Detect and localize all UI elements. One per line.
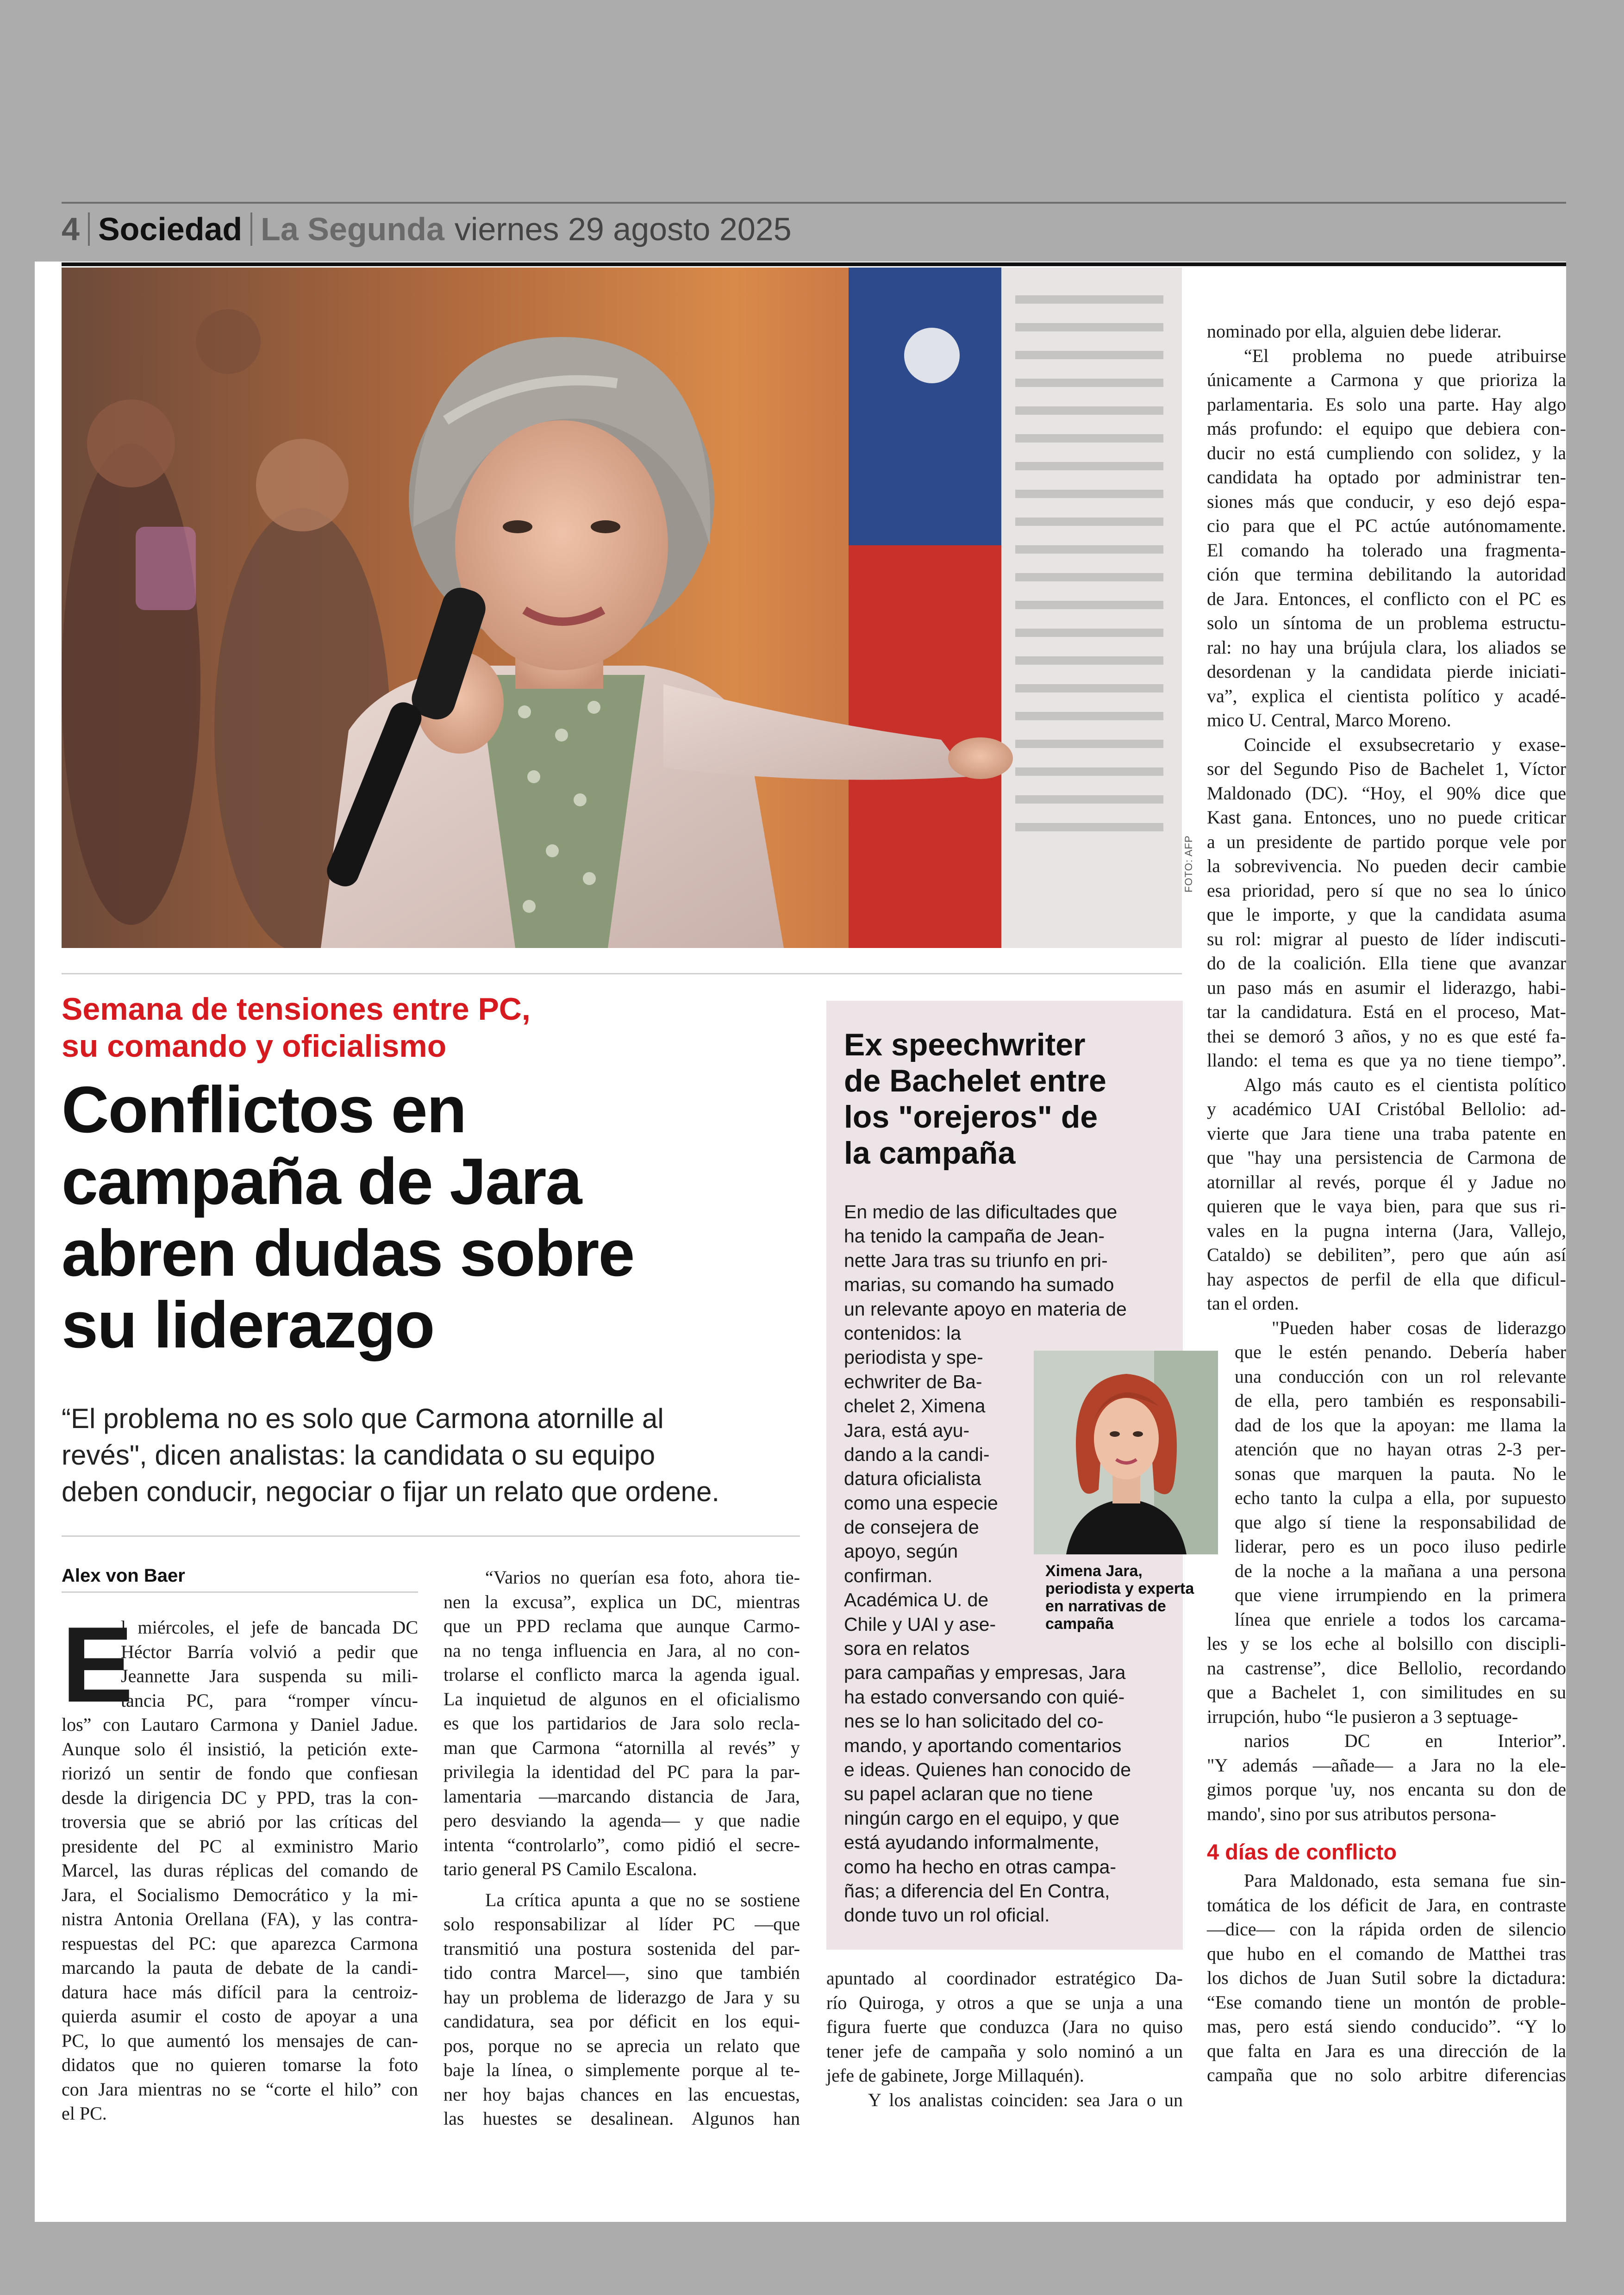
body-line: los” con Lautaro Carmona y Daniel Jadue. [62, 1714, 418, 1735]
body-line: la sobrevivencia. No pueden decir cambie [1207, 855, 1566, 876]
body-line: candidata ha optado por administrar ten- [1207, 467, 1566, 487]
body-line: campaña que no solo arbitre diferencias [1207, 2064, 1566, 2085]
body-line: Kast gana. Entonces, uno no puede criticar [1207, 807, 1566, 828]
sidebar-line: Académica U. de [844, 1589, 989, 1611]
body-line: les y se los eche al bolsillo con discipli- [1207, 1633, 1566, 1654]
body-line: privilegia la identidad del PC para la par- [443, 1761, 800, 1782]
body-line: atención que no hayan otras 2-3 per- [1235, 1439, 1566, 1459]
body-line: tan el orden. [1207, 1293, 1299, 1314]
body-line: que le importe, y que la candidata asuma [1207, 904, 1566, 925]
body-line: didatos que no quieren tomarse la foto [62, 2054, 418, 2075]
body-line: La crítica apunta a que no se sostiene [485, 1889, 800, 1910]
body-line: un paso más en asumir el liderazgo, habi- [1207, 977, 1566, 998]
header-rule [62, 202, 1566, 204]
sidebar-line: apoyo, según [844, 1540, 958, 1562]
body-line: trolarse el conflicto marca la agenda igual. [443, 1664, 800, 1685]
kicker-line: su comando y oficialismo [62, 1029, 447, 1064]
body-line: apuntado al coordinador estratégico Da- [826, 1968, 1183, 1989]
body-line: narios DC en Interior”. [1244, 1730, 1566, 1751]
sidebar-line: Chile y UAI y ase- [844, 1613, 996, 1635]
title-line: campaña de Jara [62, 1145, 581, 1218]
body-line: gimos porque 'uy, nos encanta su don de [1207, 1779, 1566, 1800]
byline-rule [62, 1591, 418, 1593]
body-line: "Y además —añade— a Jara no la ele- [1207, 1754, 1566, 1776]
body-column-2 [443, 1565, 800, 2131]
body-line: intenta “controlarlo”, como pidió el secre- [443, 1834, 800, 1855]
body-line: las huestes se desalinean. Algunos han [443, 2108, 800, 2129]
main-photo [62, 268, 1182, 948]
body-line: Coincide el exsubsecretario y exase- [1244, 734, 1566, 755]
body-column-3 [826, 1966, 1183, 2112]
sidebar-line: echwriter de Ba- [844, 1371, 982, 1392]
body-line: cio para que el PC actúe autónomamente. [1207, 515, 1566, 536]
sidebar-line: un relevante apoyo en materia de [844, 1298, 1127, 1320]
sidebar-line: contenidos: la [844, 1322, 962, 1344]
sidebar-line: nes se lo han solicitado del co- [844, 1710, 1104, 1732]
body-line: PC, lo que aumentó los mensajes de can- [62, 2030, 418, 2051]
body-line: vales en la pugna interna (Jara, Vallejo, [1207, 1220, 1566, 1241]
body-line: el PC. [62, 2103, 107, 2124]
portrait-caption [1045, 1562, 1221, 1633]
body-line: Aunque solo él insistió, la petición exte- [62, 1738, 418, 1759]
body-line: candidatura, sea por déficit en los equi- [443, 2011, 800, 2032]
body-line: marcando la pauta de debate de la candi- [62, 1957, 418, 1978]
body-line: una conducción con un rol relevante [1235, 1366, 1566, 1387]
body-line: transmitió una postura sostenida del par- [443, 1938, 800, 1959]
body-line: llando: el tema es que ya no tiene tiempo”. [1207, 1050, 1566, 1071]
sidebar-line: datura oficialista [844, 1468, 981, 1490]
body-line: —dice— con la rápida orden de silencio [1207, 1919, 1566, 1940]
sidebar-line: donde tuvo un rol oficial. [844, 1904, 1050, 1926]
body-line: desde la dirigencia DC y PPD, tras la con- [62, 1787, 418, 1808]
caption-line: Ximena Jara, [1045, 1562, 1143, 1580]
sidebar-line: chelet 2, Ximena [844, 1395, 986, 1417]
body-line: va”, explica el cientista político y acadé- [1207, 685, 1566, 706]
body-line: solo responsabilizar al líder PC —que [443, 1914, 800, 1934]
body-line: tomática de los déficit de Jara, en contraste [1207, 1894, 1566, 1915]
body-line: Y los analistas coinciden: sea Jara o un [868, 2089, 1183, 2110]
body-line: hay aspectos de perfil de ella que dificul- [1207, 1268, 1566, 1290]
sidebar-line: dando a la candi- [844, 1443, 990, 1465]
body-line: río Quiroga, y otros a que se unja a una [826, 1992, 1183, 2013]
sidebar-line: de consejera de [844, 1516, 979, 1538]
body-line: Maldonado (DC). “Hoy, el 90% dice que [1207, 782, 1566, 804]
body-line: tido contra Marcel—, sino que también [443, 1962, 800, 1983]
body-line: irrupción, hubo “le pusieron a 3 septuage- [1207, 1706, 1518, 1727]
body-line: que algo sí tiene la responsabilidad de [1235, 1511, 1566, 1533]
body-line: quierda asumir el costo de apoyar a una [62, 2006, 418, 2027]
photo-rule [62, 973, 1182, 974]
body-line: dad de los que la apoyan: me llama la [1235, 1414, 1566, 1435]
body-line: que a Bachelet 1, con similitudes en su [1207, 1682, 1566, 1703]
body-line: atornillar al revés, porque él y Jadue no [1207, 1171, 1566, 1192]
sidebar-title [844, 1027, 1168, 1171]
sidebar-line: está ayudando informalmente, [844, 1832, 1099, 1853]
body-line: que hubo en el comando de Matthei tras [1207, 1943, 1566, 1964]
section-name: Sociedad [98, 211, 243, 247]
sidebar-line: Jara, está ayu- [844, 1419, 970, 1441]
caption-line: campaña [1045, 1615, 1114, 1633]
sidebar-line: En medio de las dificultades que [844, 1201, 1118, 1222]
body-line: liderar, pero es un poco iluso pedirle [1235, 1536, 1566, 1557]
body-line: na no tenga influencia en Jara, al no con- [443, 1640, 800, 1661]
sidebar-line: mando, y aportando comentarios [844, 1734, 1122, 1756]
body-line: es que los partidarios de Jara solo recla- [443, 1713, 800, 1734]
sidebar-line: ha estado conversando con quié- [844, 1686, 1125, 1708]
top-rule [62, 262, 1566, 266]
photo-credit: FOTO: AFP [1183, 835, 1194, 892]
deck-line: revés", dicen analistas: la candidata o su equipo [62, 1440, 656, 1471]
issue-date: viernes 29 agosto 2025 [454, 211, 792, 247]
page-number: 4 [62, 211, 80, 247]
body-line: esa prioridad, pero sí que no sea lo único [1207, 879, 1566, 901]
title-line: Conflictos en [62, 1073, 466, 1147]
publication-name: La Segunda [261, 211, 444, 247]
body-line: El comando ha tolerado una fragmenta- [1207, 539, 1566, 561]
body-line: do de la coalición. Ella tiene que avanzar [1207, 953, 1566, 973]
deck-rule [62, 1535, 800, 1537]
body-line: que le estén penando. Debería haber [1235, 1341, 1566, 1362]
column-subhead: 4 días de conflicto [1207, 1840, 1397, 1864]
body-line: siones más que conducir, y eso dejó espa- [1207, 491, 1566, 512]
body-line: man que Carmona “atornilla al revés” y [443, 1737, 800, 1758]
body-line: thei se demoró 3 años, y no es que esté fa- [1207, 1025, 1566, 1047]
body-line: Jeannette Jara suspenda su mili- [121, 1665, 418, 1686]
sidebar-line: su papel aclaran que no tiene [844, 1783, 1093, 1805]
body-line: sonas que marquen la pauta. No le [1235, 1463, 1566, 1484]
sidebar-line: confirman. [844, 1565, 933, 1586]
sidebar-line: sora en relatos [844, 1638, 970, 1659]
body-line: que "hay una persistencia de Carmona de [1207, 1147, 1566, 1168]
sidebar-line: como una especie [844, 1492, 998, 1514]
body-line: presidente del PC al exministro Mario [62, 1835, 418, 1857]
body-line: parlamentaria. Es solo una parte. Hay algo [1207, 393, 1566, 415]
body-line: ral: no hay una brújula clara, los aliados se [1207, 636, 1566, 658]
body-line: nen la excusa”, explica un DC, mientras [443, 1591, 800, 1612]
body-line: “Ese comando tiene un montón de proble- [1207, 1991, 1566, 2013]
title-line: abren dudas sobre [62, 1216, 634, 1290]
body-line: pos, porque no se aprecia un relato que [443, 2035, 800, 2056]
body-line: desordenan y la candidata pierde iniciati- [1207, 661, 1566, 682]
body-line: pero desviando la agenda— y que nadie [443, 1810, 800, 1831]
sidebar-title-line: de Bachelet entre [844, 1063, 1106, 1098]
caption-line: en narrativas de [1045, 1597, 1166, 1615]
body-line: que un PPD reclama que aunque Carmo- [443, 1615, 800, 1636]
kicker-line: Semana de tensiones entre PC, [62, 992, 531, 1027]
body-line: lamentaria —marcando distancia de Jara, [443, 1785, 800, 1807]
sidebar-title-line: la campaña [844, 1135, 1016, 1171]
body-line: únicamente a Carmona y que prioriza la [1207, 369, 1566, 390]
body-line: tario general PS Camilo Escalona. [443, 1858, 697, 1879]
section-gap [1207, 1826, 1566, 1840]
body-line: nominado por ella, alguien debe liderar. [1207, 321, 1502, 342]
sidebar-line: para campañas y empresas, Jara [844, 1662, 1126, 1684]
body-line: a un presidente de partido porque vele por [1207, 831, 1566, 852]
sidebar-line: marias, su comando ha sumado [844, 1274, 1114, 1296]
body-line: na castrense”, dice Bellolio, recordando [1207, 1657, 1566, 1678]
body-line: solo un síntoma de un problema estructu- [1207, 612, 1566, 633]
sidebar-line: como ha hecho en otras campa- [844, 1856, 1116, 1877]
body-line: figura fuerte que conduzca (Jara no quiso [826, 2016, 1183, 2037]
body-line: Algo más cauto es el cientista político [1244, 1074, 1566, 1095]
portrait-photo [1034, 1351, 1218, 1554]
caption-line: periodista y experta [1045, 1580, 1194, 1597]
sidebar-title-line: los "orejeros" de [844, 1099, 1098, 1135]
body-line: su rol: migrar al puesto de líder indiscuti- [1207, 928, 1566, 949]
body-line: Jara, el Socialismo Democrático y la mi- [62, 1884, 418, 1905]
body-line: baje la línea, o simplemente porque al te- [443, 2059, 800, 2080]
body-line: riorizó un sentir de fondo que confiesan [62, 1763, 418, 1784]
body-line: quieren que le vaya bien, para que sus ri- [1207, 1196, 1566, 1216]
body-line: mando', sino por sus atributos persona- [1207, 1803, 1496, 1824]
body-line: más profundo: el equipo que debiera con- [1207, 418, 1566, 439]
body-line: con Jara mientras no se “corte el hilo” con [62, 2078, 418, 2100]
sidebar-line: nette Jara tras su triunfo en pri- [844, 1249, 1108, 1271]
body-line: tener jefe de campaña y solo nominó a un [826, 2040, 1183, 2062]
body-line: sor del Segundo Piso de Bachelet 1, Víctor [1207, 758, 1566, 779]
byline: Alex von Baer [62, 1565, 185, 1586]
body-line: Marcel, las duras réplicas del comando de [62, 1860, 418, 1881]
body-line: Para Maldonado, esta semana fue sin- [1244, 1870, 1566, 1891]
body-line: mico U. Central, Marco Moreno. [1207, 710, 1451, 730]
body-line: de la noche a la mañana a una persona [1235, 1560, 1566, 1581]
sidebar-line: ningún cargo en el equipo, y que [844, 1807, 1119, 1829]
body-line: y académico UAI Cristóbal Bellolio: ad- [1207, 1098, 1566, 1119]
body-column-4 [1207, 319, 1566, 2088]
body-line: nistra Antonia Orellana (FA), y las contra- [62, 1908, 418, 1929]
body-line: ducir no está cumpliendo con solidez, y la [1207, 442, 1566, 463]
body-line: echo tanto la culpa a ella, por supuesto [1235, 1487, 1566, 1508]
body-line: respuestas del PC: que aparezca Carmona [62, 1933, 418, 1954]
header-separator [88, 212, 90, 246]
sidebar-line: ha tenido la campaña de Jean- [844, 1225, 1105, 1247]
body-line: Cataldo) se debiliten”, pero que aún así [1207, 1244, 1566, 1265]
body-line: vierte que Jara tiene una traba patente en [1207, 1123, 1566, 1144]
body-line: que falta en Jara es una dirección de la [1207, 2040, 1566, 2061]
body-line: mas, pero está siendo conducido”. “Y lo [1207, 2016, 1566, 2037]
deck-line: “El problema no es solo que Carmona atornille al [62, 1403, 664, 1434]
paragraph-gap [443, 1882, 800, 1888]
page-header [62, 208, 1566, 250]
article-title [62, 1074, 825, 1361]
header-separator [250, 212, 252, 246]
body-line: tancia PC, para “romper víncu- [121, 1690, 418, 1711]
body-line: los dichos de Juan Sutil sobre la dictadura: [1207, 1967, 1566, 1988]
body-line: tar la candidatura. Está en el proceso, Mat- [1207, 1001, 1566, 1022]
sidebar-title-line: Ex speechwriter [844, 1027, 1086, 1062]
body-line: de Jara. Entonces, el conflicto con el PC es [1207, 588, 1566, 609]
body-line: troversia que se abrió por las críticas del [62, 1811, 418, 1832]
body-line: ner hoy bajas chances en las encuestas, [443, 2083, 800, 2105]
sidebar-line: ñas; a diferencia del En Contra, [844, 1880, 1110, 1902]
body-line: l miércoles, el jefe de bancada DC [121, 1617, 418, 1638]
body-line: jefe de gabinete, Jorge Millaquén). [826, 2065, 1084, 2086]
title-line: su liderazgo [62, 1288, 434, 1362]
body-line: hay un problema de liderazgo de Jara y su [443, 1986, 800, 2008]
body-line: ción que termina debilitando la autoridad [1207, 564, 1566, 585]
drop-cap: E [62, 1605, 133, 1725]
body-line: datura hace más difícil para la centroiz- [62, 1981, 418, 2002]
sidebar-line: periodista y spe- [844, 1347, 983, 1368]
body-line: línea que enriele a todos los carcama- [1235, 1609, 1566, 1630]
body-line: “Varios no querían esa foto, ahora tie- [485, 1567, 800, 1588]
article-deck [62, 1400, 825, 1510]
body-line: que viene irrumpiendo en la primera [1235, 1584, 1566, 1605]
sidebar-line: e ideas. Quienes han conocido de [844, 1759, 1131, 1780]
deck-line: deben conducir, negociar o fijar un relato que ordene. [62, 1476, 719, 1507]
body-line: La inquietud de algunos en el oficialismo [443, 1688, 800, 1709]
body-line: “El problema no puede atribuirse [1244, 345, 1566, 366]
body-line: Héctor Barría volvió a pedir que [121, 1641, 418, 1662]
body-line: "Pueden haber cosas de liderazgo [1272, 1317, 1566, 1338]
body-line: de ella, pero también es responsabili- [1235, 1390, 1566, 1411]
article-kicker [62, 991, 825, 1065]
